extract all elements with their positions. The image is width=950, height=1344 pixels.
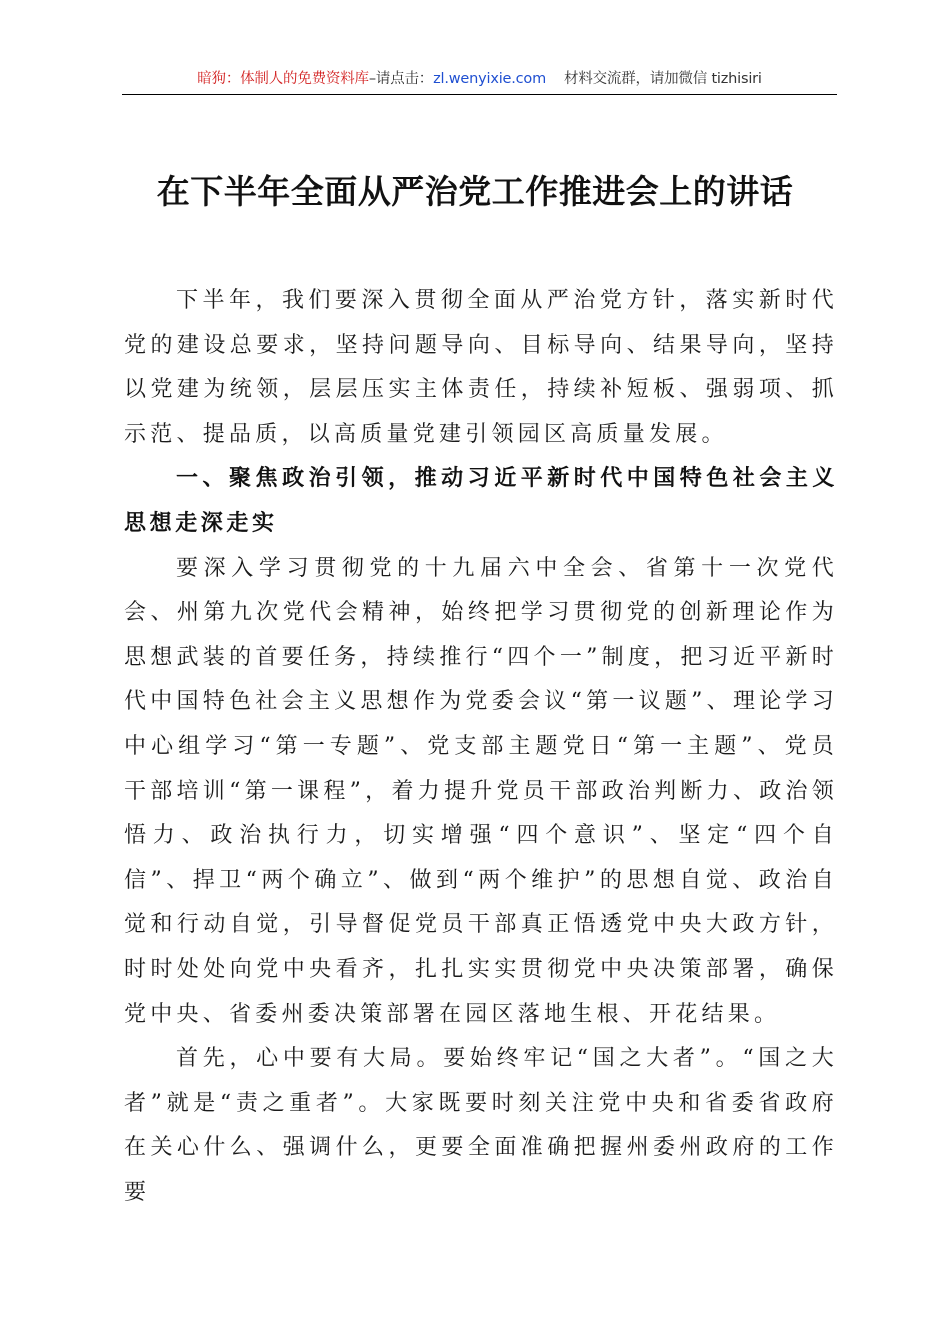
header-brand: 暗狗：体制人的免费资料库: [197, 71, 369, 87]
paragraph-first-point: 首先，心中要有大局。要始终牢记“国之大者”。“国之大者”就是“责之重者”。大家既要时刻关注党中央和省委省政府在关心什么、强调什么，更要全面准确把握州委州政府的工作要: [124, 1046, 838, 1205]
header-group-note: 材料交流群，请加微信 tizhisiri: [564, 71, 762, 87]
header-click-label: –请点击：: [368, 71, 434, 87]
paragraph-section-1: 要深入学习贯彻党的十九届六中全会、省第十一次党代会、州第九次党代会精神，始终把学习贯彻党的创新理论作为思想武装的首要任务，持续推行“四个一”制度，把习近平新时代中国特色社会主义思想作为党委会议“第一议题”、理论学习中心组学习“第一专题”、党支部主题党日“第一主题”、党员干部培训“第一课程”，着力提升党员干部政治判断力、政治领悟力、政治执行力，切实增强“四个意识”、坚定“四个自信”、捍卫“两个确立”、做到“两个维护”的思想自觉、政治自觉和行动自觉，引导督促党员干部真正悟透党中央大政方针，时时处处向党中央看齐，扎扎实实贯彻党中央决策部署，确保党中央、省委州委决策部署在园区落地生根、开花结果。: [124, 555, 838, 1027]
paragraph-intro: 下半年，我们要深入贯彻全面从严治党方针，落实新时代党的建设总要求，坚持问题导向、目标导向、结果导向，坚持以党建为统领，层层压实主体责任，持续补短板、强弱项、抓示范、提品质，以高质量党建引领园区高质量发展。: [124, 288, 838, 447]
page-header: [122, 68, 837, 95]
document-title: 在下半年全面从严治党工作推进会上的讲话: [156, 172, 794, 211]
header-site-link[interactable]: zl.wenyixie.com: [433, 71, 547, 87]
document-body: [124, 279, 838, 1215]
section-heading-1: 一、聚焦政治引领，推动习近平新时代中国特色社会主义思想走深走实: [124, 466, 838, 536]
